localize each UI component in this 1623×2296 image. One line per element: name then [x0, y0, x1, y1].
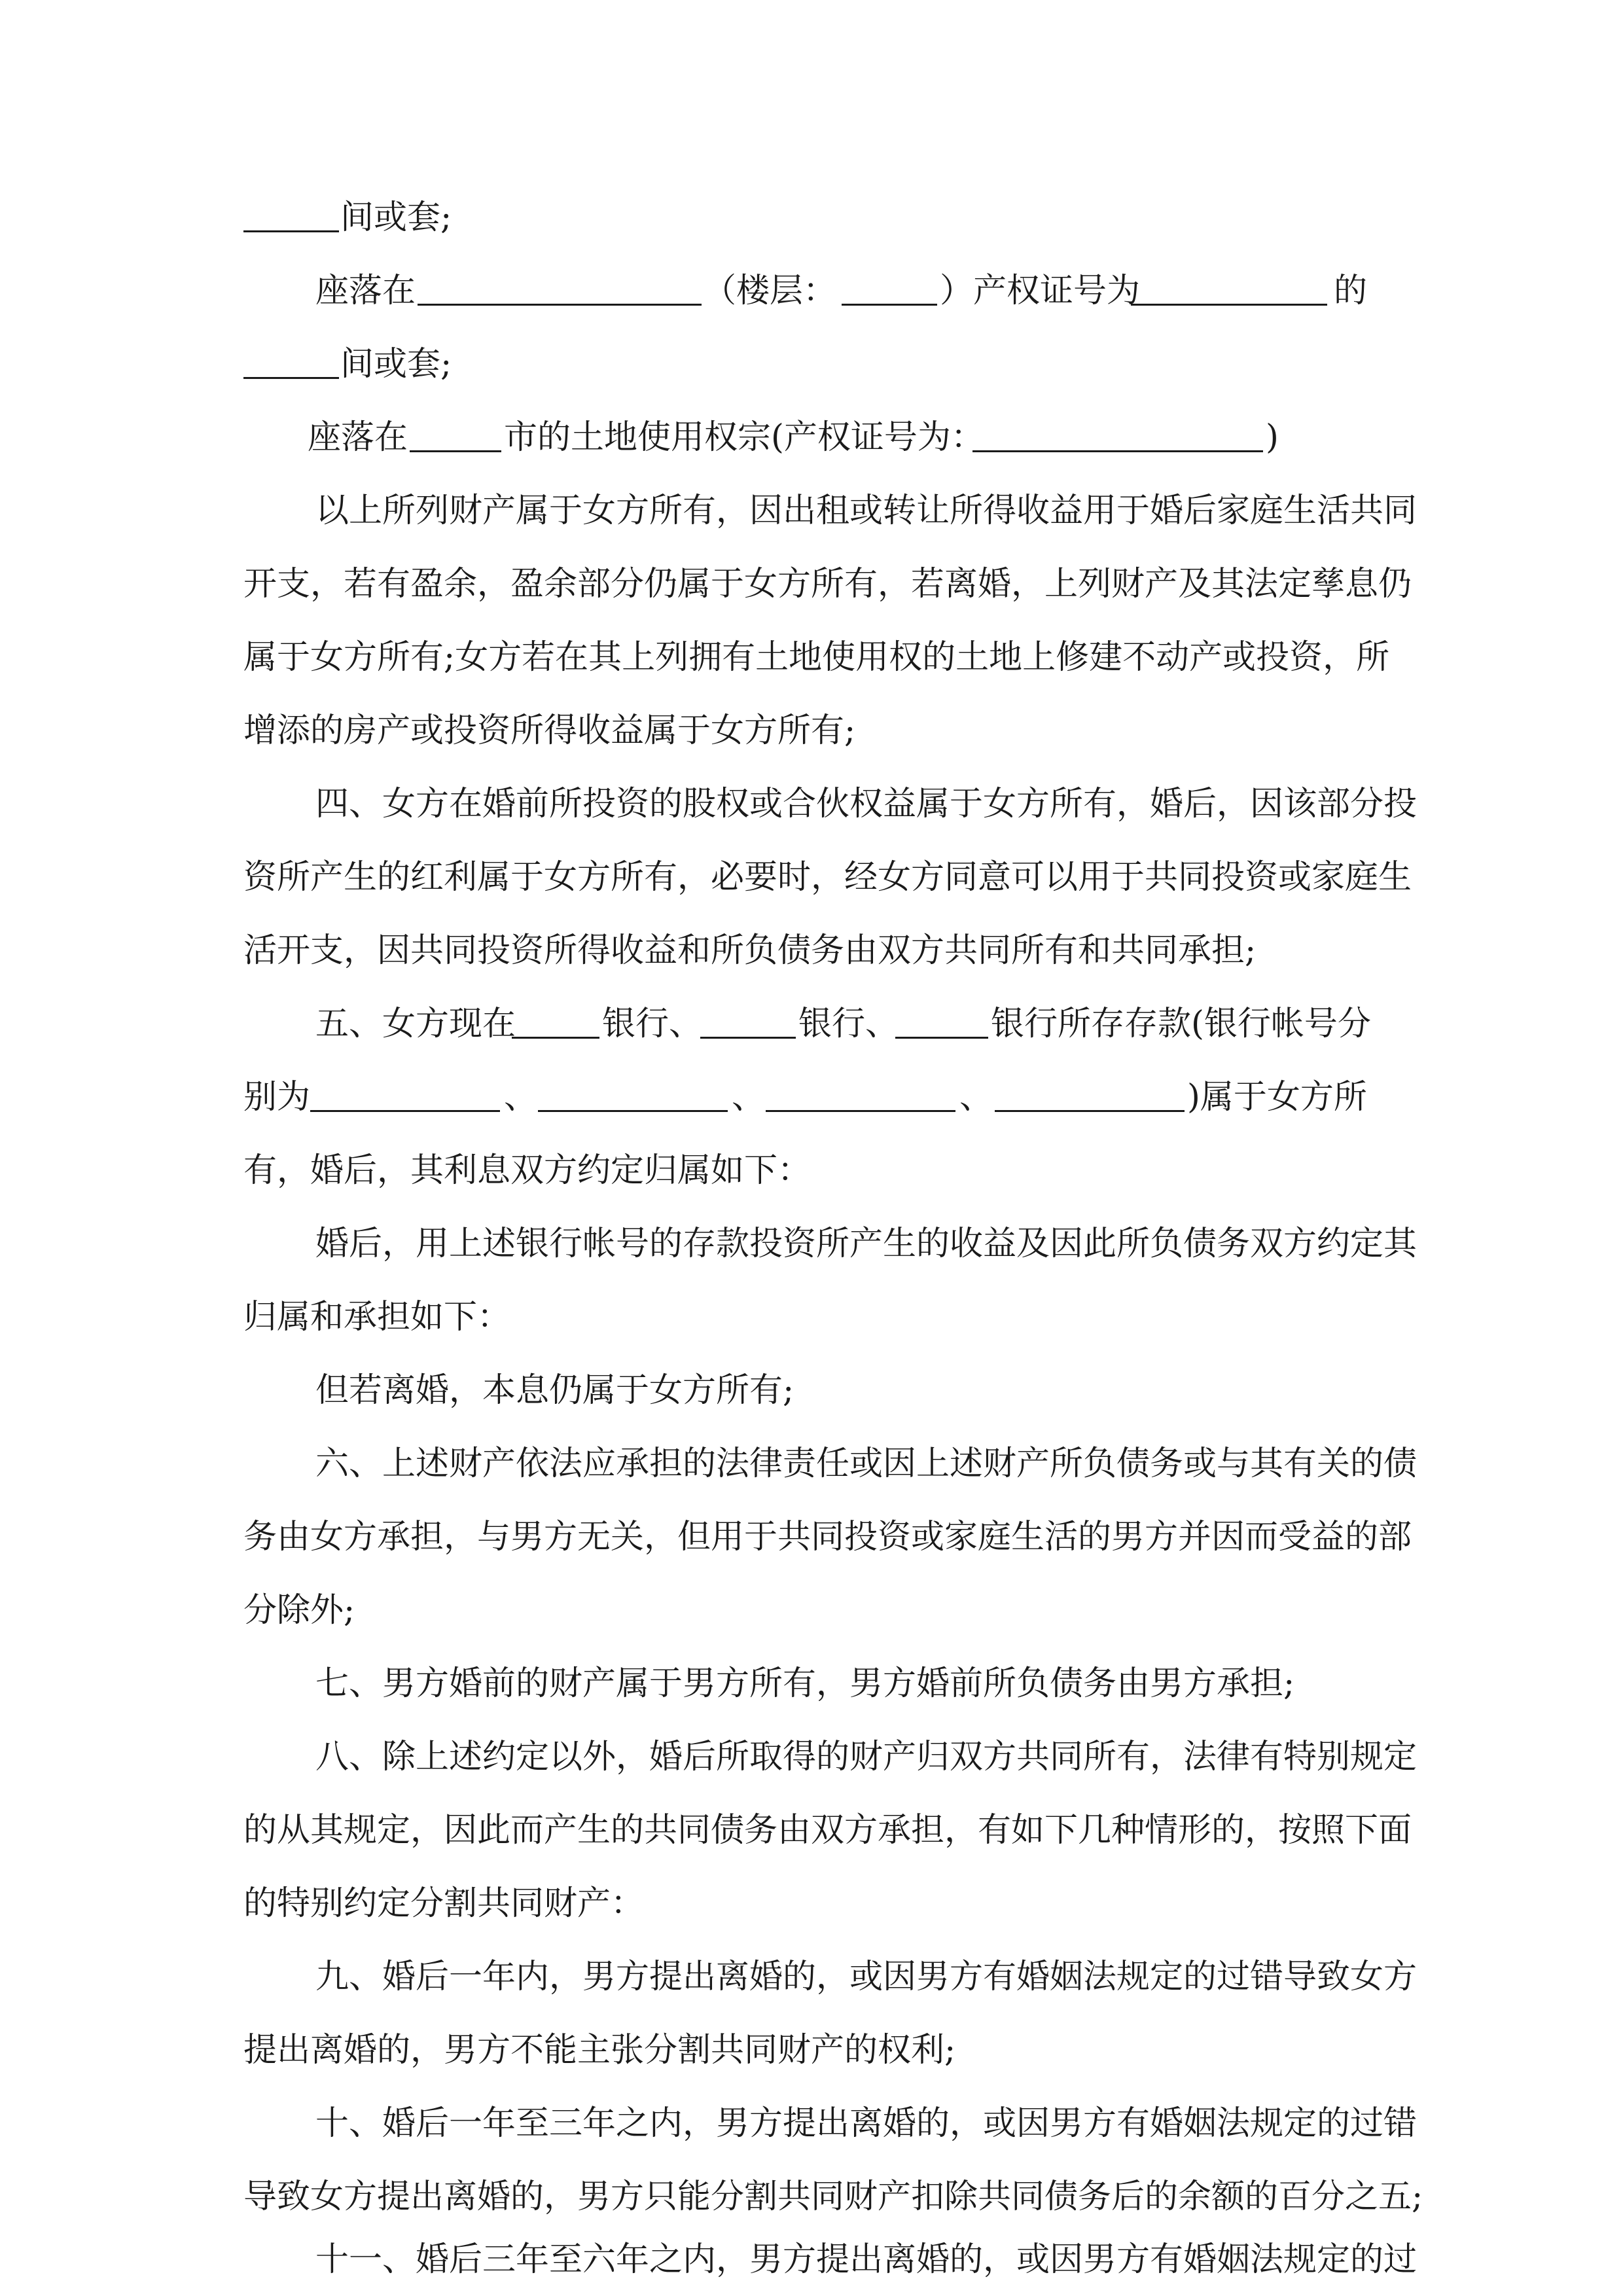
text-segment: 婚后，用上述银行帐号的存款投资所产生的收益及因此所负债务双方约定其 — [315, 1225, 1418, 1263]
fill-blank[interactable] — [243, 332, 339, 379]
fill-blank[interactable] — [512, 992, 599, 1039]
fill-blank[interactable] — [972, 406, 1263, 452]
fill-blank[interactable] — [243, 186, 339, 232]
text-segment: 五、女方现在 — [315, 1005, 516, 1043]
fill-blank[interactable] — [538, 1066, 728, 1112]
fill-blank[interactable] — [995, 1066, 1185, 1112]
text-segment: 九、婚后一年内，男方提出离婚的，或因男方有婚姻法规定的过错导致女方 — [315, 1958, 1418, 1996]
fill-blank[interactable] — [1131, 259, 1327, 306]
text-segment: 导致女方提出离婚的，男方只能分割共同财产扣除共同债务后的余额的百分之五; — [243, 2178, 1423, 2216]
text-segment: （楼层： — [703, 272, 837, 310]
fill-blank[interactable] — [418, 259, 702, 306]
text-segment: 分除外; — [243, 1591, 355, 1630]
text-segment: 六、上述财产依法应承担的法律责任或因上述财产所负债务或与其有关的债 — [315, 1444, 1418, 1483]
text-segment: 的从其规定，因此而产生的共同债务由双方承担，有如下几种情形的，按照下面 — [243, 1811, 1412, 1850]
text-segment: 但若离婚，本息仍属于女方所有; — [315, 1371, 794, 1410]
text-segment: 属于女方所有;女方若在其上列拥有土地使用权的土地上修建不动产或投资，所 — [243, 638, 1390, 677]
text-segment: 活开支，因共同投资所得收益和所负债务由双方共同所有和共同承担; — [243, 931, 1257, 970]
text-segment: 别为 — [243, 1078, 311, 1117]
text-segment: 间或套; — [340, 198, 452, 237]
fill-blank[interactable] — [895, 992, 988, 1039]
fill-blank[interactable] — [700, 992, 796, 1039]
text-segment: 归属和承担如下： — [243, 1298, 511, 1336]
text-segment: 务由女方承担，与男方无关，但用于共同投资或家庭生活的男方并因而受益的部 — [243, 1518, 1412, 1556]
fill-blank[interactable] — [310, 1066, 500, 1112]
text-segment: 以上所列财产属于女方所有，因出租或转让所得收益用于婚后家庭生活共同 — [315, 492, 1418, 530]
text-segment: 的 — [1334, 272, 1368, 310]
text-segment: )属于女方所 — [1187, 1078, 1367, 1117]
text-segment: 十、婚后一年至三年之内，男方提出离婚的，或因男方有婚姻法规定的过错 — [315, 2104, 1418, 2143]
text-segment: 市的土地使用权宗(产权证号为： — [504, 418, 984, 457]
text-segment: 、 — [959, 1078, 993, 1117]
text-segment: 十一、婚后三年至六年之内，男方提出离婚的，或因男方有婚姻法规定的过 — [315, 2240, 1418, 2279]
text-segment: 七、男方婚前的财产属于男方所有，男方婚前所负债务由男方承担; — [315, 1664, 1295, 1703]
text-segment: 、 — [732, 1078, 766, 1117]
fill-blank[interactable] — [410, 406, 501, 452]
text-segment: 开支，若有盈余，盈余部分仍属于女方所有，若离婚，上列财产及其法定孳息仍 — [243, 565, 1412, 603]
text-segment: 八、除上述约定以外，婚后所取得的财产归双方共同所有，法律有特别规定 — [315, 1738, 1418, 1776]
text-segment: ) — [1266, 418, 1279, 457]
fill-blank[interactable] — [766, 1066, 955, 1112]
text-segment: 资所产生的红利属于女方所有，必要时，经女方同意可以用于共同投资或家庭生 — [243, 858, 1412, 897]
text-segment: 座落在 — [308, 418, 408, 457]
text-segment: 有，婚后，其利息双方约定归属如下： — [243, 1151, 812, 1190]
text-segment: 提出离婚的，男方不能主张分割共同财产的权利; — [243, 2031, 956, 2070]
text-segment: 座落在 — [315, 272, 416, 310]
text-segment: 的特别约定分割共同财产： — [243, 1884, 645, 1923]
text-segment: 间或套; — [340, 345, 452, 384]
text-segment: 四、女方在婚前所投资的股权或合伙权益属于女方所有，婚后，因该部分投 — [315, 785, 1418, 823]
fill-blank[interactable] — [842, 259, 937, 306]
text-segment: 银行、 — [602, 1005, 703, 1043]
text-segment: 增添的房产或投资所得收益属于女方所有; — [243, 711, 856, 750]
text-segment: 、 — [504, 1078, 538, 1117]
text-segment: ）产权证号为 — [940, 272, 1141, 310]
text-segment: 银行所存存款(银行帐号分 — [991, 1005, 1371, 1043]
text-segment: 银行、 — [798, 1005, 899, 1043]
